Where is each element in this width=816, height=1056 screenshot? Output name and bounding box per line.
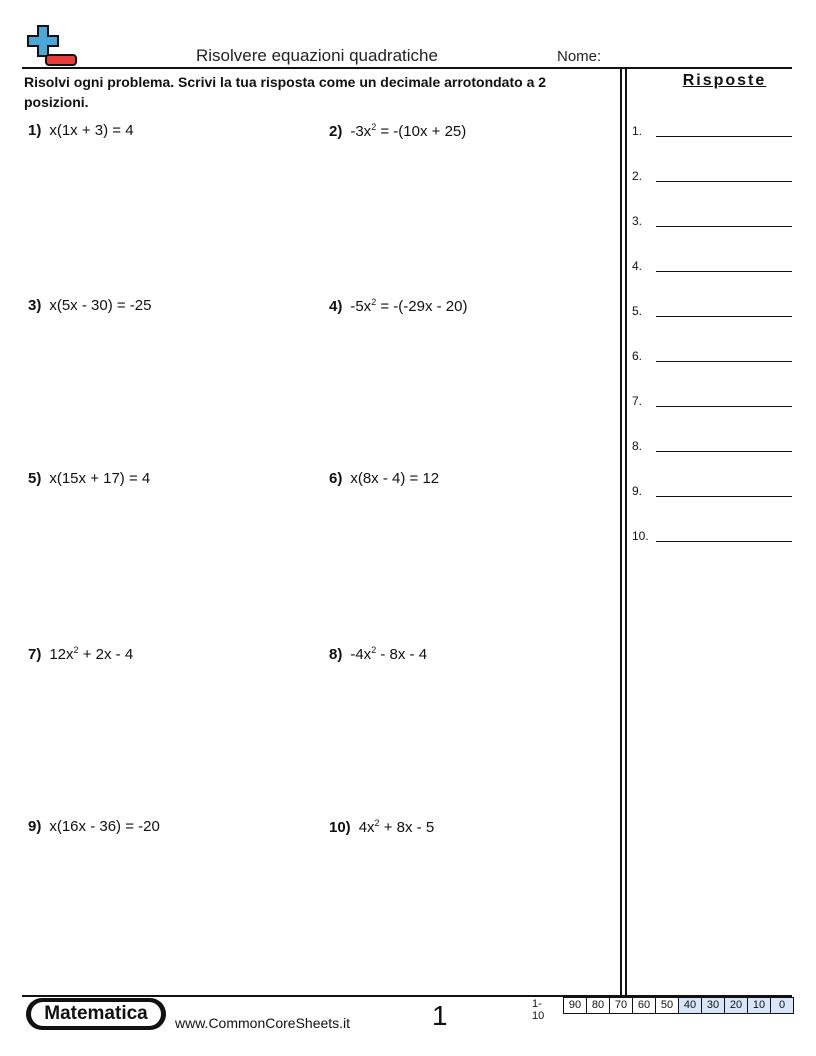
answer-row (632, 304, 792, 322)
problem-number: 1) (28, 122, 42, 139)
problem-equation: x(16x - 36) = -20 (49, 818, 160, 835)
problem-5 (28, 470, 150, 487)
problem-7 (28, 645, 133, 663)
score-cell: 60 (632, 997, 656, 1014)
answer-number: 7. (632, 394, 643, 408)
answer-number: 6. (632, 349, 643, 363)
problem-equation-rest: - 8x - 4 (376, 646, 428, 663)
score-cell: 0 (770, 997, 794, 1014)
problem-equation-rest: + 2x - 4 (78, 646, 134, 663)
score-cell: 10 (747, 997, 771, 1014)
answer-row (632, 169, 792, 187)
answer-row (632, 349, 792, 367)
answer-number: 1. (632, 124, 643, 138)
problem-equation: x(1x + 3) = 4 (49, 122, 134, 139)
answer-number: 5. (632, 304, 643, 318)
answer-line[interactable] (656, 271, 792, 272)
answer-row (632, 439, 792, 457)
answers-title: Risposte (682, 72, 767, 89)
column-divider (625, 67, 627, 996)
problem-number: 6) (329, 470, 343, 487)
answer-number: 3. (632, 214, 643, 228)
exponent: 2 (371, 297, 377, 307)
problem-equation: -4x (350, 646, 372, 663)
exponent: 2 (371, 645, 377, 655)
problem-6 (329, 470, 439, 487)
answer-line[interactable] (656, 316, 792, 317)
exponent: 2 (374, 818, 380, 828)
brand-badge (26, 998, 166, 1030)
score-cell: 40 (678, 997, 702, 1014)
problem-number: 3) (28, 297, 42, 314)
exponent: 2 (371, 122, 377, 132)
problem-equation-rest: + 8x - 5 (379, 819, 435, 836)
problem-9 (28, 818, 160, 835)
problem-number: 7) (28, 646, 42, 663)
answer-line[interactable] (656, 361, 792, 362)
problem-number: 9) (28, 818, 42, 835)
score-cell: 20 (724, 997, 748, 1014)
instructions: Risolvi ogni problema. Scrivi la tua risposta come un decimale arrotondato a 2 posizioni. (24, 74, 547, 110)
site-url: www.CommonCoreSheets.it (175, 1015, 351, 1031)
problem-equation: -3x (350, 123, 372, 140)
answer-row (632, 394, 792, 412)
exponent: 2 (73, 645, 79, 655)
answer-line[interactable] (656, 451, 792, 452)
problem-equation-rest: = -(10x + 25) (376, 123, 467, 140)
problem-2 (329, 122, 466, 140)
problem-equation: x(15x + 17) = 4 (49, 470, 151, 487)
problem-number: 2) (329, 123, 343, 140)
problem-equation: x(8x - 4) = 12 (350, 470, 440, 487)
answer-line[interactable] (656, 406, 792, 407)
score-cell: 50 (655, 997, 679, 1014)
problem-number: 4) (329, 298, 343, 315)
problem-1 (28, 122, 134, 139)
header-rule (22, 67, 792, 69)
plus-minus-logo-icon (22, 24, 80, 68)
problem-3 (28, 297, 151, 314)
answer-number: 10. (632, 529, 649, 543)
problem-number: 8) (329, 646, 343, 663)
problem-equation: x(5x - 30) = -25 (49, 297, 152, 314)
answer-row (632, 214, 792, 232)
brand-label: Matematica (31, 1002, 161, 1026)
problem-number: 5) (28, 470, 42, 487)
problem-10 (329, 818, 434, 836)
problem-4 (329, 297, 467, 315)
problem-number: 10) (329, 819, 351, 836)
answer-number: 8. (632, 439, 643, 453)
problem-equation: 12x (49, 646, 74, 663)
score-scale-label: 1-10 (532, 998, 545, 1022)
answer-row (632, 484, 792, 502)
problem-equation: -5x (350, 298, 372, 315)
problem-equation: 4x (358, 819, 375, 836)
answer-line[interactable] (656, 541, 792, 542)
answer-number: 2. (632, 169, 643, 183)
name-label: Nome: (557, 48, 602, 65)
answer-line[interactable] (656, 136, 792, 137)
answer-line[interactable] (656, 181, 792, 182)
score-cell: 80 (586, 997, 610, 1014)
answer-row (632, 529, 792, 547)
answer-number: 9. (632, 484, 643, 498)
problem-equation-rest: = -(-29x - 20) (376, 298, 468, 315)
page-title: Risolvere equazioni quadratiche (196, 46, 438, 65)
score-cell: 70 (609, 997, 633, 1014)
column-divider (620, 67, 622, 996)
score-cell: 90 (563, 997, 587, 1014)
score-cell: 30 (701, 997, 725, 1014)
answer-number: 4. (632, 259, 643, 273)
page-number: 1 (432, 1000, 448, 1031)
answer-line[interactable] (656, 226, 792, 227)
answer-line[interactable] (656, 496, 792, 497)
answer-row (632, 259, 792, 277)
problem-8 (329, 645, 427, 663)
answer-row (632, 124, 792, 142)
